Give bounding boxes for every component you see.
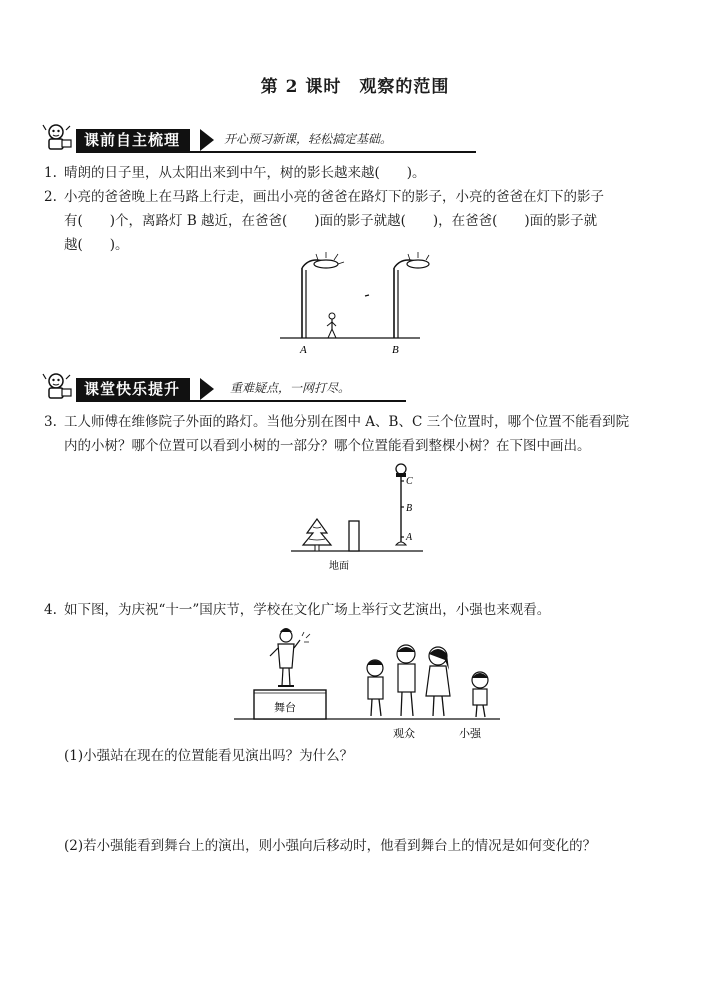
xiaoqiang-icon bbox=[472, 672, 488, 717]
question-2 bbox=[44, 185, 684, 257]
question-3 bbox=[44, 410, 694, 458]
label-a: A bbox=[406, 532, 413, 543]
stage-audience-figure bbox=[230, 620, 510, 745]
label-a: A bbox=[300, 344, 307, 356]
question-4 bbox=[44, 598, 694, 622]
person-walking-icon bbox=[327, 313, 336, 338]
question-4-part-1: (1)小强站在现在的位置能看见演出吗？为什么？ bbox=[64, 748, 354, 764]
question-number: 4. bbox=[44, 602, 57, 618]
stage-label: 舞台 bbox=[274, 702, 296, 714]
street-lamp-b-icon bbox=[394, 252, 429, 338]
question-text: 晴朗的日子里，从太阳出来到中午，树的影长越来越( )。 bbox=[64, 165, 426, 181]
question-line-1: 小亮的爸爸晚上在马路上行走，画出小亮的爸爸在路灯下的影子，小亮的爸爸在灯下的影子 bbox=[64, 189, 604, 205]
audience-label: 观众 bbox=[393, 728, 415, 740]
question-1 bbox=[44, 161, 674, 185]
lamp-pole-icon bbox=[396, 464, 406, 545]
banner-arrow bbox=[200, 129, 214, 151]
wall-icon bbox=[349, 521, 359, 551]
section-banner-classroom bbox=[40, 371, 640, 401]
section-subtitle: 开心预习新课，轻松搞定基础。 bbox=[224, 132, 393, 146]
audience-icon bbox=[367, 645, 450, 716]
performer-icon bbox=[270, 628, 310, 686]
page-title: 第 2 课时 观察的范围 bbox=[260, 77, 450, 97]
label-c: C bbox=[406, 476, 413, 487]
label-b: B bbox=[406, 503, 413, 514]
mascot-icon bbox=[40, 371, 76, 403]
label-b: B bbox=[392, 344, 399, 356]
question-4-part-2: (2)若小强能看到舞台上的演出，则小强向后移动时，他看到舞台上的情况是如何变化的？ bbox=[64, 838, 597, 854]
question-line-3: 越( )。 bbox=[64, 237, 129, 253]
question-line-1: 工人师傅在维修院子外面的路灯。当他分别在图中 A、B、C 三个位置时，哪个位置不能看到院 bbox=[64, 414, 630, 430]
question-number: 3. bbox=[44, 414, 57, 430]
question-number: 2. bbox=[44, 189, 57, 205]
section-heading: 课前自主梳理 bbox=[76, 129, 190, 151]
section-heading: 课堂快乐提升 bbox=[76, 378, 190, 400]
section-banner-preview bbox=[40, 122, 640, 152]
banner-arrow bbox=[200, 378, 214, 400]
question-line-2: 有( )个，离路灯 B 越近，在爸爸( )面的影子就越( )，在爸爸( )面的影子就 bbox=[64, 213, 598, 229]
mascot-icon bbox=[40, 122, 76, 154]
ground-label: 地面 bbox=[329, 561, 349, 572]
street-lamp-a-icon bbox=[302, 252, 344, 338]
banner-underline bbox=[76, 151, 476, 153]
tree-icon bbox=[303, 519, 331, 551]
banner-underline bbox=[76, 400, 406, 402]
tree-wall-lamp-figure bbox=[285, 459, 435, 577]
section-subtitle: 重难疑点，一网打尽。 bbox=[230, 381, 351, 395]
streetlamp-figure bbox=[270, 252, 430, 360]
question-text: 如下图，为庆祝“十一”国庆节，学校在文化广场上举行文艺演出，小强也来观看。 bbox=[64, 602, 551, 618]
question-line-2: 内的小树？哪个位置可以看到小树的一部分？哪个位置能看到整棵小树？在下图中画出。 bbox=[64, 438, 591, 454]
xiaoqiang-label: 小强 bbox=[459, 728, 481, 740]
question-number: 1. bbox=[44, 165, 57, 181]
